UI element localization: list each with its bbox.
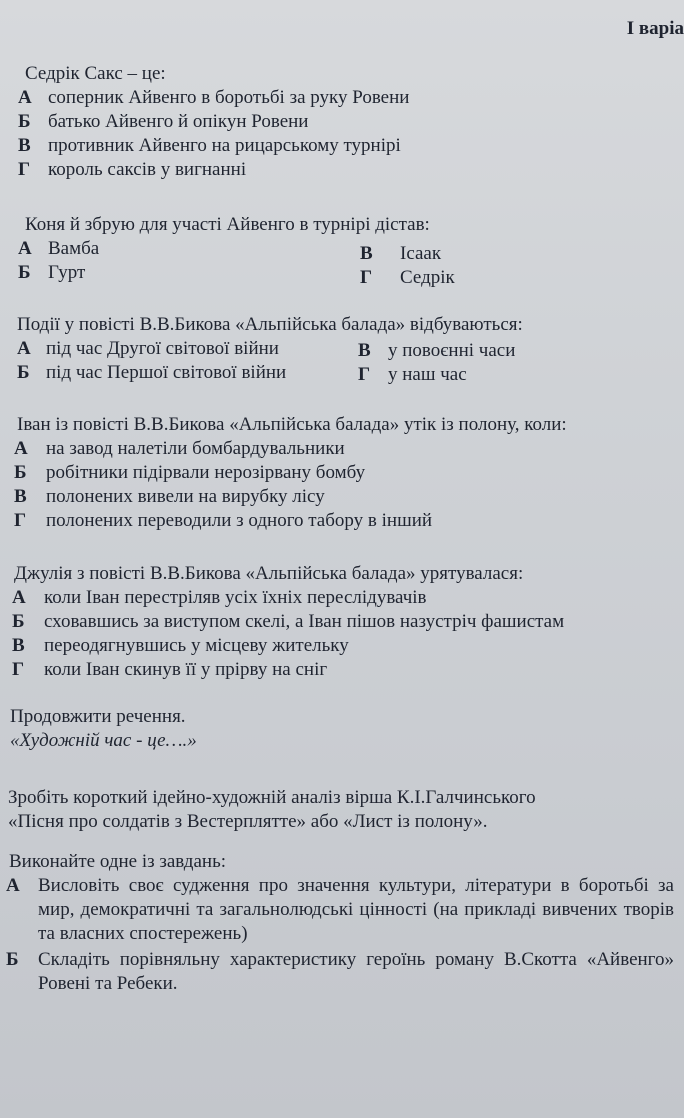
option-a (0, 586, 684, 610)
option-a (0, 86, 684, 110)
question-title: Події у повісті В.В.Бикова «Альпійська балада» відбуваються: (17, 314, 523, 335)
option-text: переодягнувшись у місцеву жительку (44, 635, 349, 656)
question-3 (0, 313, 684, 385)
option-row (0, 361, 684, 385)
option-text: Ісаак (400, 243, 442, 264)
option-v (0, 134, 684, 158)
question-title: Коня й збрую для участі Айвенго в турнірі дістав: (25, 214, 430, 235)
option-letter: Б (6, 949, 19, 970)
option-v (0, 634, 684, 658)
question-title: Виконайте одне із завдань: (9, 851, 227, 872)
option-row (0, 237, 684, 264)
question-title: Іван із повісті В.В.Бикова «Альпійська балада» утік із полону, коли: (17, 414, 567, 435)
question-5 (0, 562, 684, 682)
option-letter: Б (12, 611, 25, 632)
option-text: у повоєнні часи (388, 340, 516, 361)
option-g (0, 658, 684, 682)
option-letter: В (360, 243, 373, 264)
option-letter: А (18, 238, 32, 259)
question-8 (0, 850, 684, 996)
option-text: король саксів у вигнанні (48, 159, 247, 180)
option-text: соперник Айвенго в боротьбі за руку Ровени (48, 87, 410, 108)
option-v (0, 485, 684, 509)
option-letter: В (12, 635, 25, 656)
option-letter: А (18, 87, 32, 108)
option-text: на завод налетіли бомбардувальники (46, 438, 345, 459)
option-text: у наш час (388, 364, 467, 385)
option-text: Вамба (48, 238, 100, 259)
question-title: Седрік Сакс – це: (25, 63, 166, 84)
option-a (0, 437, 684, 461)
option-letter: А (14, 438, 28, 459)
option-letter: Б (17, 362, 30, 383)
option-text: полонених переводили з одного табору в інший (46, 510, 433, 531)
option-letter: Б (14, 462, 27, 483)
sentence-to-continue: «Художній час - це….» (10, 730, 197, 751)
option-letter: В (14, 486, 27, 507)
question-7 (0, 786, 684, 834)
option-letter: А (12, 587, 26, 608)
option-text: коли Іван перестріляв усіх їхніх переслідувачів (44, 587, 427, 608)
option-b (0, 461, 684, 485)
option-g (0, 509, 684, 533)
option-b (0, 110, 684, 134)
option-letter: А (6, 875, 20, 896)
option-text: Седрік (400, 267, 455, 288)
question-title: Джулія з повісті В.В.Бикова «Альпійська балада» урятувалася: (14, 563, 524, 584)
question-6 (0, 705, 684, 753)
question-title-line2: «Пісня про солдатів з Вестерплятте» або «Лист із полону». (8, 811, 488, 832)
option-letter: В (358, 340, 371, 361)
option-text: батько Айвенго й опікун Ровени (48, 111, 309, 132)
question-1 (0, 62, 684, 182)
option-b (0, 948, 684, 996)
option-text: під час Другої світової війни (46, 338, 279, 359)
option-b (0, 610, 684, 634)
option-letter: Г (360, 267, 373, 288)
question-title: Зробіть короткий ідейно-художній аналіз вірша К.І.Галчинського (8, 787, 536, 808)
option-text: Складіть порівняльну характеристику героїнь роману В.Скотта «Айвенго» Ровені та Ребеки. (38, 949, 674, 994)
option-row (0, 337, 684, 361)
question-4 (0, 413, 684, 533)
option-text: Гурт (48, 262, 86, 283)
option-text: сховавшись за виступом скелі, а Іван пішов назустріч фашистам (44, 611, 565, 632)
option-letter: А (17, 338, 31, 359)
option-a (0, 874, 684, 948)
variant-label: I варіа (626, 18, 684, 39)
question-title: Продовжити речення. (10, 706, 186, 727)
option-letter: В (18, 135, 31, 156)
option-letter: Г (14, 510, 27, 531)
option-letter: Г (358, 364, 371, 385)
option-letter: Б (18, 111, 31, 132)
option-letter: Г (18, 159, 31, 180)
option-text: робітники підірвали нерозірвану бомбу (46, 462, 366, 483)
option-text: полонених вивели на вирубку лісу (46, 486, 325, 507)
option-text: Висловіть своє судження про значення культури, літератури в боротьбі за мир, демократичні та загальнолюдські цінності (на прикладі вивчених творів та власних спостережень) (38, 875, 674, 944)
option-letter: Б (18, 262, 31, 283)
option-text: під час Першої світової війни (46, 362, 287, 383)
option-row (0, 261, 684, 288)
question-2 (0, 213, 684, 288)
option-g (0, 158, 684, 182)
option-letter: Г (12, 659, 25, 680)
option-text: коли Іван скинув її у прірву на сніг (44, 659, 328, 680)
option-text: противник Айвенго на рицарському турнірі (48, 135, 401, 156)
